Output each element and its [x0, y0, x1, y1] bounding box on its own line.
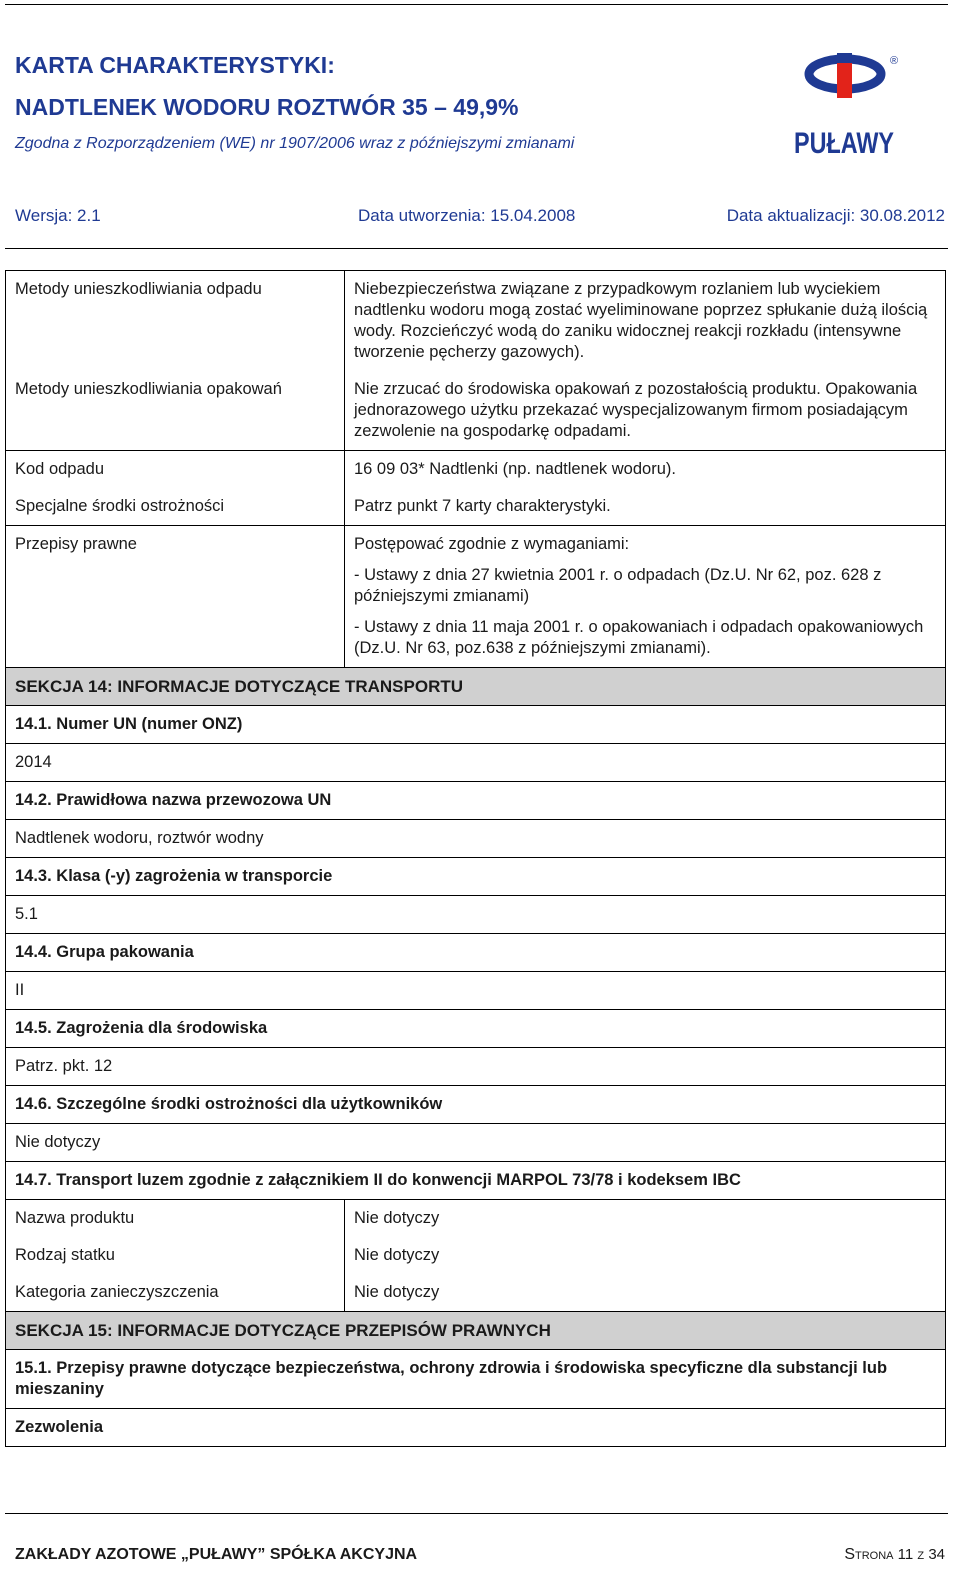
section-15-1-heading: 15.1. Przepisy prawne dotyczące bezpieczeństwa, ochrony zdrowia i środowiska specyficzne dla substancji lub mieszaniny [6, 1350, 946, 1409]
section-14-title: SEKCJA 14: INFORMACJE DOTYCZĄCE TRANSPORTU [6, 668, 946, 706]
law-label: Przepisy prawne [6, 526, 345, 668]
law-item: - Ustawy z dnia 27 kwietnia 2001 r. o odpadach (Dz.U. Nr 62, poz. 628 z późniejszymi zmianami) [354, 566, 882, 605]
sds-table [5, 270, 946, 1447]
env-hazard-heading: 14.5. Zagrożenia dla środowiska [6, 1010, 946, 1048]
marpol-value: Nie dotyczy [345, 1274, 946, 1312]
marpol-value: Nie dotyczy [345, 1237, 946, 1274]
registered-mark: ® [890, 55, 899, 67]
law-item: - Ustawy z dnia 11 maja 2001 r. o opakowaniach i odpadach opakowaniowych (Dz.U. Nr 63, poz.638 z późniejszymi zmianami). [354, 618, 924, 657]
document-title: KARTA CHARAKTERYSTYKI: [15, 52, 335, 78]
hazard-class-value: 5.1 [6, 896, 946, 934]
un-number-value: 2014 [6, 744, 946, 782]
updated-date: Data aktualizacji: 30.08.2012 [726, 206, 945, 225]
created-date: Data utworzenia: 15.04.2008 [358, 206, 576, 225]
packaging-methods-label: Metody unieszkodliwiania opakowań [6, 371, 345, 451]
packing-group-heading: 14.4. Grupa pakowania [6, 934, 946, 972]
logo-text: PUŁAWY [794, 127, 894, 160]
table-row [6, 526, 946, 668]
footer-rule [5, 1513, 948, 1514]
law-text [345, 526, 946, 668]
hazard-class-heading: 14.3. Klasa (-y) zagrożenia w transporcie [6, 858, 946, 896]
page-current: 11 [897, 1546, 914, 1563]
top-rule [5, 4, 948, 5]
pulawy-logo [790, 50, 905, 160]
permits-heading: Zezwolenia [6, 1409, 946, 1447]
marpol-label: Nazwa produktu [6, 1200, 345, 1238]
version: Wersja: 2.1 [15, 206, 101, 225]
shipping-name-value: Nadtlenek wodoru, roztwór wodny [6, 820, 946, 858]
marpol-value: Nie dotyczy [345, 1200, 946, 1238]
precautions-label: Specjalne środki ostrożności [6, 488, 345, 526]
packaging-methods-text: Nie zrzucać do środowiska opakowań z pozostałością produktu. Opakowania jednorazowego użytku przekazać wyspecjalizowanym firmom posiadającym zezwolenie na gospodarkę odpadami. [345, 371, 946, 451]
marpol-heading: 14.7. Transport luzem zgodnie z załącznikiem II do konwencji MARPOL 73/78 i kodeksem IBC [6, 1162, 946, 1200]
waste-methods-text: Niebezpieczeństwa związane z przypadkowym rozlaniem lub wyciekiem nadtlenku wodoru mogą zostać wyeliminowane poprzez spłukanie dużą ilością wody. Rozcieńczyć wodą do zaniku widocznej reakcji rozkładu (intensywne tworzenie pęcherzy gazowych). [345, 271, 946, 372]
env-hazard-value: Patrz. pkt. 12 [6, 1048, 946, 1086]
table-row [6, 451, 946, 489]
header-rule [5, 248, 948, 249]
of-word: z [917, 1546, 925, 1563]
waste-code-text: 16 09 03* Nadtlenki (np. nadtlenek wodoru). [345, 451, 946, 489]
marpol-label: Kategoria zanieczyszczenia [6, 1274, 345, 1312]
precautions-text: Patrz punkt 7 karty charakterystyki. [345, 488, 946, 526]
un-number-heading: 14.1. Numer UN (numer ONZ) [6, 706, 946, 744]
waste-methods-label: Metody unieszkodliwiania odpadu [6, 271, 345, 372]
shipping-name-heading: 14.2. Prawidłowa nazwa przewozowa UN [6, 782, 946, 820]
page-total: 34 [928, 1546, 945, 1563]
table-row [6, 1200, 946, 1238]
table-row [6, 488, 946, 526]
page-number [844, 1546, 945, 1564]
table-row [6, 371, 946, 451]
table-row [6, 1237, 946, 1274]
regulation-subtitle: Zgodna z Rozporządzeniem (WE) nr 1907/2006 wraz z późniejszymi zmianami [15, 135, 575, 152]
section-15-title: SEKCJA 15: INFORMACJE DOTYCZĄCE PRZEPISÓW PRAWNYCH [6, 1312, 946, 1350]
waste-code-label: Kod odpadu [6, 451, 345, 489]
table-row [6, 271, 946, 372]
company-name: ZAKŁADY AZOTOWE „PUŁAWY” SPÓŁKA AKCYJNA [15, 1546, 418, 1563]
table-row [6, 1274, 946, 1312]
marpol-label: Rodzaj statku [6, 1237, 345, 1274]
packing-group-value: II [6, 972, 946, 1010]
law-intro: Postępować zgodnie z wymaganiami: [354, 535, 630, 553]
user-precautions-value: Nie dotyczy [6, 1124, 946, 1162]
product-name: NADTLENEK WODORU ROZTWÓR 35 – 49,9% [15, 94, 519, 120]
page-word: Strona [844, 1546, 894, 1563]
user-precautions-heading: 14.6. Szczególne środki ostrożności dla użytkowników [6, 1086, 946, 1124]
